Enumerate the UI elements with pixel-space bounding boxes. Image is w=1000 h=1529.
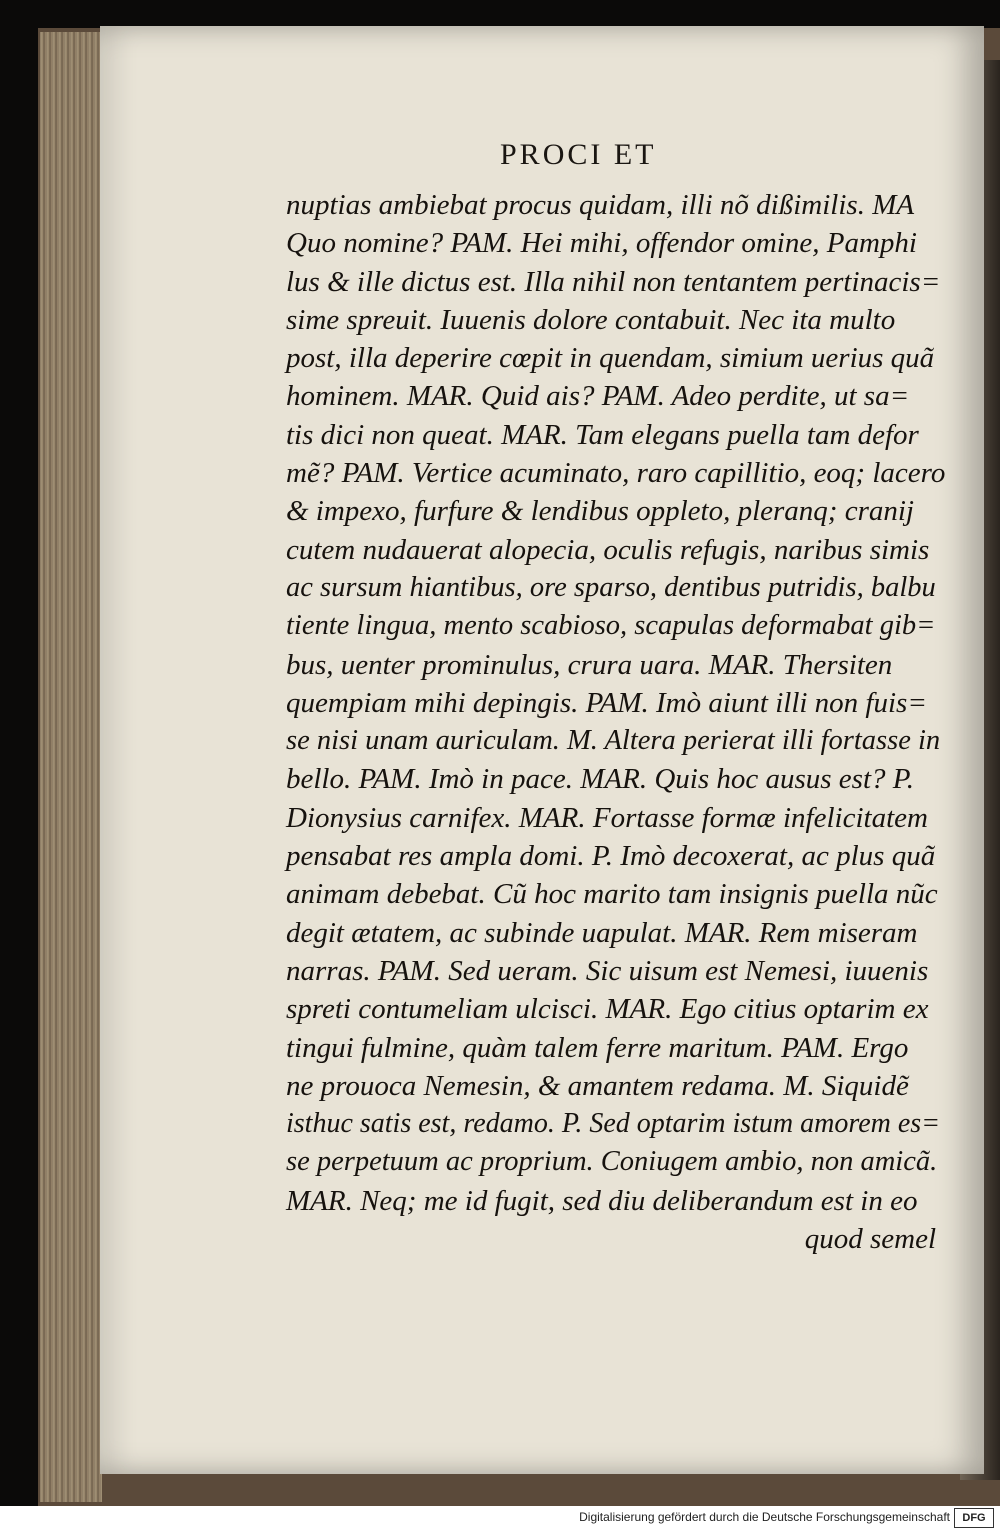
text-line: narras. PAM. Sed ueram. Sic uisum est Nemesi, iuuenis — [286, 954, 929, 987]
text-line: & impexo, furfure & lendibus oppleto, pleranq; cranij — [286, 495, 914, 528]
text-line: quempiam mihi depingis. PAM. Imò aiunt illi non fuis= — [286, 686, 927, 719]
text-line: bello. PAM. Imò in pace. MAR. Quis hoc ausus est? P. — [286, 763, 914, 796]
text-line: mẽ? PAM. Vertice acuminato, raro capillitio, eoq; lacero — [286, 457, 946, 490]
text-line: spreti contumeliam ulcisci. MAR. Ego citius optarim ex — [286, 993, 929, 1026]
text-line: nuptias ambiebat procus quidam, illi nõ dißimilis. MA — [286, 189, 915, 221]
text-line: animam debebat. Cũ hoc marito tam insignis puella nũc — [286, 878, 938, 911]
footer-bar — [0, 1506, 1000, 1529]
text-line: Quo nomine? PAM. Hei mihi, offendor omine, Pamphi — [286, 227, 917, 260]
running-header: PROCI ET — [500, 138, 657, 171]
text-line: ne prouoca Nemesin, & amantem redama. M. Siquidẽ — [286, 1069, 909, 1102]
text-line: hominem. MAR. Quid ais? PAM. Adeo perdite, ut sa= — [286, 380, 910, 413]
text-line: Dionysius carnifex. MAR. Fortasse formæ infelicitatem — [286, 801, 928, 834]
text-line: post, illa deperire cœpit in quendam, simium uerius quã — [286, 342, 935, 375]
body-text — [286, 186, 946, 1258]
text-line: isthuc satis est, redamo. P. Sed optarim istum amorem es= — [286, 1108, 941, 1140]
text-line: MAR. Neq; me id fugit, sed diu deliberandum est in eo — [286, 1184, 918, 1217]
text-line: tingui fulmine, quàm talem ferre maritum. PAM. Ergo — [286, 1031, 909, 1064]
text-line: ac sursum hiantibus, ore sparso, dentibus putridis, balbu — [286, 571, 936, 603]
text-line: lus & ille dictus est. Illa nihil non tentantem pertinacis= — [286, 265, 941, 298]
text-line: se perpetuum ac proprium. Coniugem ambio, non amicã. — [286, 1146, 938, 1178]
text-line: tiente lingua, mento scabioso, scapulas deformabat gib= — [286, 610, 936, 642]
catchword: quod semel — [804, 1223, 936, 1256]
text-line: sime spreuit. Iuuenis dolore contabuit. Nec ita multo — [286, 303, 896, 336]
text-line: se nisi unam auriculam. M. Altera perierat illi fortasse in — [286, 725, 941, 757]
text-line: pensabat res ampla domi. P. Imò decoxerat, ac plus quã — [286, 840, 936, 873]
text-line: tis dici non queat. MAR. Tam elegans puella tam defor — [286, 418, 919, 451]
text-line: cutem nudauerat alopecia, oculis refugis, naribus simis — [286, 533, 930, 566]
footer-credit: Digitalisierung gefördert durch die Deutsche Forschungsgemeinschaft — [579, 1510, 950, 1524]
text-line: degit ætatem, ac subinde uapulat. MAR. Rem miseram — [286, 916, 918, 949]
text-line: bus, uenter prominulus, crura uara. MAR. Thersiten — [286, 648, 893, 681]
page-edges — [40, 32, 102, 1502]
dfg-logo: DFG — [954, 1508, 994, 1528]
